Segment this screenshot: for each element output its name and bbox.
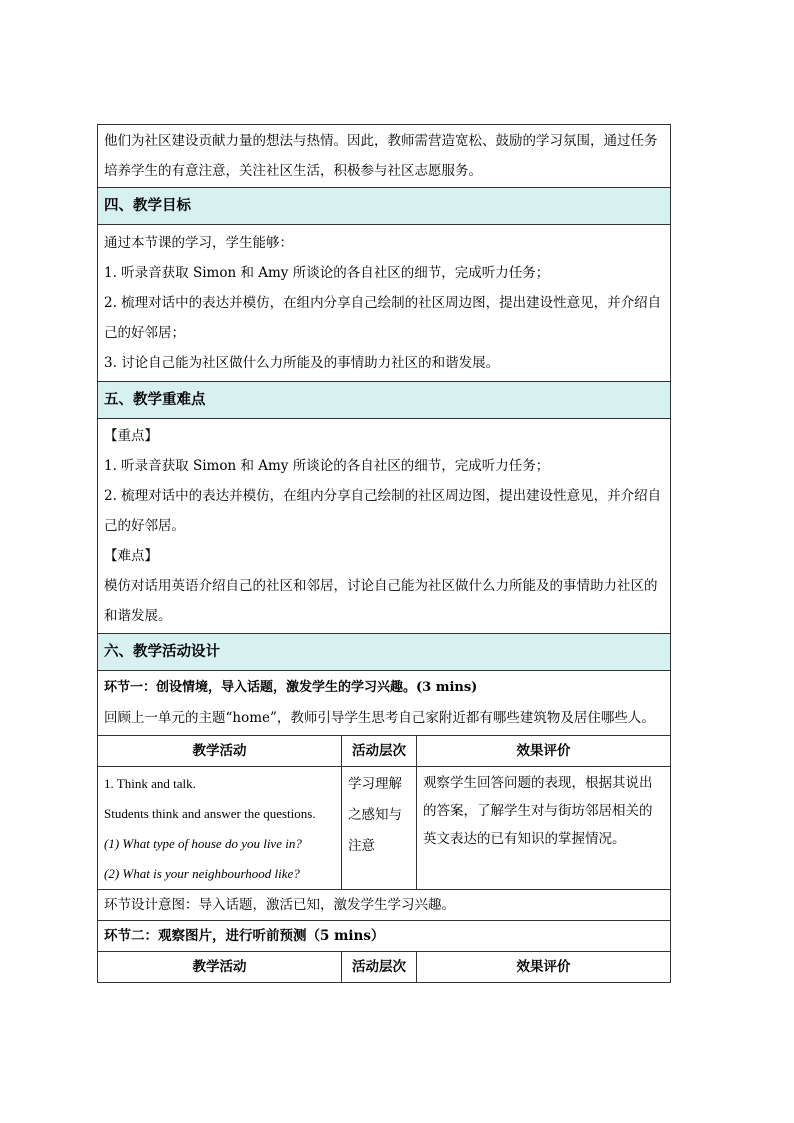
activity-cell [98, 767, 342, 890]
stage1-intent: 环节设计意图：导入话题，激活已知，激发学生学习兴趣。 [98, 890, 671, 921]
level-cell [342, 767, 417, 890]
section5-heading-row [98, 382, 671, 419]
activity-question: (1) What type of house do you live in? [104, 836, 302, 851]
stage1-activity-row [98, 767, 671, 890]
col-header-eval: 效果评价 [417, 952, 671, 983]
col-header-level: 活动层次 [342, 736, 417, 767]
stage1-row [98, 671, 671, 736]
col-header-eval: 效果评价 [417, 736, 671, 767]
objective-item: 2. 梳理对话中的表达并模仿，在组内分享自己绘制的社区周边图，提出建设性意见，并介绍自己的好邻居； [104, 295, 662, 341]
key-point-item: 2. 梳理对话中的表达并模仿，在组内分享自己绘制的社区周边图，提出建设性意见，并介绍自己的好邻居。 [104, 488, 662, 534]
activity-question: (2) What is your neighbourhood like? [104, 866, 300, 881]
objective-item: 1. 听录音获取 Simon 和 Amy 所谈论的各自社区的细节，完成听力任务； [104, 265, 550, 281]
col-header-level: 活动层次 [342, 952, 417, 983]
section3-tail-text: 他们为社区建设贡献力量的想法与热情。因此，教师需营造宽松、鼓励的学习氛围，通过任务培养学生的有意注意，关注社区生活，积极参与社区志愿服务。 [104, 133, 658, 179]
stage1-intro: 回顾上一单元的主题“home”，教师引导学生思考自己家附近都有哪些建筑物及居住哪些人。 [104, 710, 655, 726]
level-line: 之感知与 [348, 807, 402, 823]
section5-body-row [98, 419, 671, 634]
stage1-intent-row [98, 890, 671, 921]
section5-heading: 五、教学重难点 [98, 382, 671, 419]
section6-heading: 六、教学活动设计 [98, 634, 671, 671]
difficult-points-text: 模仿对话用英语介绍自己的社区和邻居，讨论自己能为社区做什么力所能及的事情助力社区的和谐发展。 [104, 578, 658, 624]
section4-body-row [98, 225, 671, 382]
key-point-item: 1. 听录音获取 Simon 和 Amy 所谈论的各自社区的细节，完成听力任务； [104, 458, 550, 474]
level-line: 学习理解 [348, 776, 402, 792]
stage2-column-header-row [98, 952, 671, 983]
eval-text: 观察学生回答问题的表现，根据其说出的答案，了解学生对与街坊邻居相关的英文表达的已有知识的掌握情况。 [423, 775, 653, 847]
col-header-activity: 教学活动 [98, 736, 342, 767]
difficult-points-label: 【难点】 [104, 548, 158, 564]
section4-heading: 四、教学目标 [98, 188, 671, 225]
section3-tail-row [98, 125, 671, 188]
stage1-column-header-row [98, 736, 671, 767]
section4-heading-row [98, 188, 671, 225]
stage2-row [98, 921, 671, 952]
objective-item: 3. 讨论自己能为社区做什么力所能及的事情助力社区的和谐发展。 [104, 355, 500, 371]
activity-line: 1. Think and talk. [104, 776, 196, 791]
section6-heading-row [98, 634, 671, 671]
stage1-title: 环节一：创设情境，导入话题，激发学生的学习兴趣。(3 mins) [104, 680, 478, 695]
lesson-plan-table [97, 124, 671, 983]
col-header-activity: 教学活动 [98, 952, 342, 983]
stage2-title: 环节二：观察图片，进行听前预测（5 mins） [98, 921, 671, 952]
key-points-label: 【重点】 [104, 428, 158, 444]
activity-line: Students think and answer the questions. [104, 806, 316, 821]
level-line: 注意 [348, 838, 375, 854]
eval-cell [417, 767, 671, 890]
objectives-intro: 通过本节课的学习，学生能够： [104, 235, 293, 251]
